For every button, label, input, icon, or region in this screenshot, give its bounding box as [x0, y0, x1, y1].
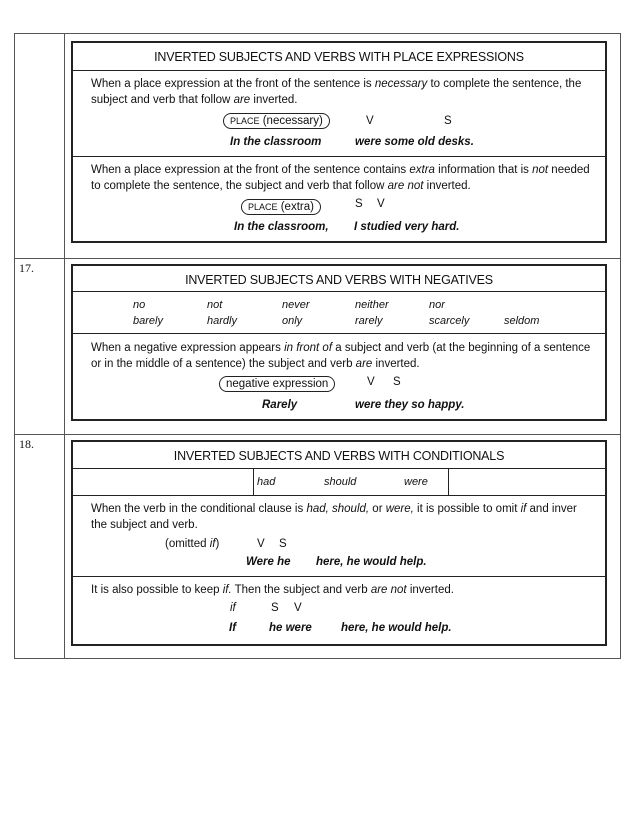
example-inverted-verb-subject: Were he [246, 556, 291, 568]
place-expressions-box [71, 41, 607, 243]
section-divider [73, 576, 605, 577]
row-number-18: 18. [19, 437, 34, 451]
subject-marker: S [271, 602, 279, 614]
negative-word: barely [133, 315, 163, 327]
place-necessary-pill: PLACE (necessary) [223, 113, 330, 129]
conditionals-paragraph-2: It is also possible to keep if. Then the subject and verb are not inverted. [91, 584, 454, 596]
example-if-word: If [229, 622, 237, 634]
example-inverted-clause: were some old desks. [355, 136, 474, 148]
conditionals-title: INVERTED SUBJECTS AND VERBS WITH CONDITIONALS [173, 449, 505, 463]
place-paragraph-2: When a place expression at the front of the sentence contains extra information that is not needed to complete the sentence, the subject and verb that follow are not inverted. [91, 164, 590, 192]
example-negative-word: Rarely [262, 399, 298, 411]
negative-word: hardly [207, 315, 237, 327]
negative-word: scarcely [429, 315, 470, 327]
subject-marker: S [393, 376, 401, 388]
verb-marker: V [294, 602, 302, 614]
negative-word: no [133, 299, 146, 311]
word-box-right-edge [448, 468, 449, 495]
title-divider [73, 70, 605, 71]
verb-marker: V [367, 376, 375, 388]
subject-marker: S [279, 538, 287, 550]
negative-word: only [282, 315, 303, 327]
omitted-if-label: (omitted if) [165, 538, 220, 550]
place-paragraph-1: When a place expression at the front of the sentence is necessary to complete the sentence, the subject and verb that follow are inverted. [91, 78, 582, 106]
example-inverted-clause: were they so happy. [355, 399, 465, 411]
example-main-clause: here, he would help. [341, 622, 452, 634]
example-normal-clause: I studied very hard. [354, 221, 460, 233]
word-box-left-edge [253, 468, 254, 495]
negatives-box [71, 264, 607, 421]
place-extra-pill: PLACE (extra) [241, 199, 321, 215]
negatives-title: INVERTED SUBJECTS AND VERBS WITH NEGATIVES [185, 273, 493, 287]
place-title: INVERTED SUBJECTS AND VERBS WITH PLACE EXPRESSIONS [154, 50, 524, 64]
example-place-phrase: In the classroom, [234, 221, 329, 233]
subject-marker: S [444, 115, 452, 127]
column-divider [64, 33, 65, 659]
example-place-phrase: In the classroom [230, 136, 322, 148]
negative-word: rarely [355, 315, 383, 327]
row-divider-18 [14, 434, 621, 435]
row-divider-17 [14, 258, 621, 259]
negative-word: not [207, 299, 223, 311]
conditional-word: should [324, 476, 357, 488]
conditional-word: had [257, 476, 276, 488]
section-divider [73, 156, 605, 157]
negatives-paragraph: When a negative expression appears in front of a subject and verb (at the beginning of a sentence or in the middle of a sentence) the subject and verb are inverted. [91, 342, 591, 370]
conditionals-box [71, 440, 607, 646]
negative-expression-pill: negative expression [219, 376, 335, 392]
if-label: if [230, 602, 236, 614]
section-divider [73, 495, 605, 496]
title-divider [73, 468, 605, 469]
subject-marker: S [355, 198, 363, 210]
example-main-clause: here, he would help. [316, 556, 427, 568]
negative-word: neither [355, 299, 389, 311]
title-divider [73, 291, 605, 292]
negative-word: nor [429, 299, 445, 311]
verb-marker: V [377, 198, 385, 210]
example-subject-verb: he were [269, 622, 312, 634]
verb-marker: V [257, 538, 265, 550]
conditionals-paragraph-1: When the verb in the conditional clause is had, should, or were, it is possible to omit if and inver the subject and verb. [91, 503, 577, 531]
negative-word: never [282, 299, 310, 311]
verb-marker: V [366, 115, 374, 127]
row-number-17: 17. [19, 261, 34, 275]
section-divider [73, 333, 605, 334]
negative-word: seldom [504, 315, 540, 327]
conditional-word: were [404, 476, 428, 488]
